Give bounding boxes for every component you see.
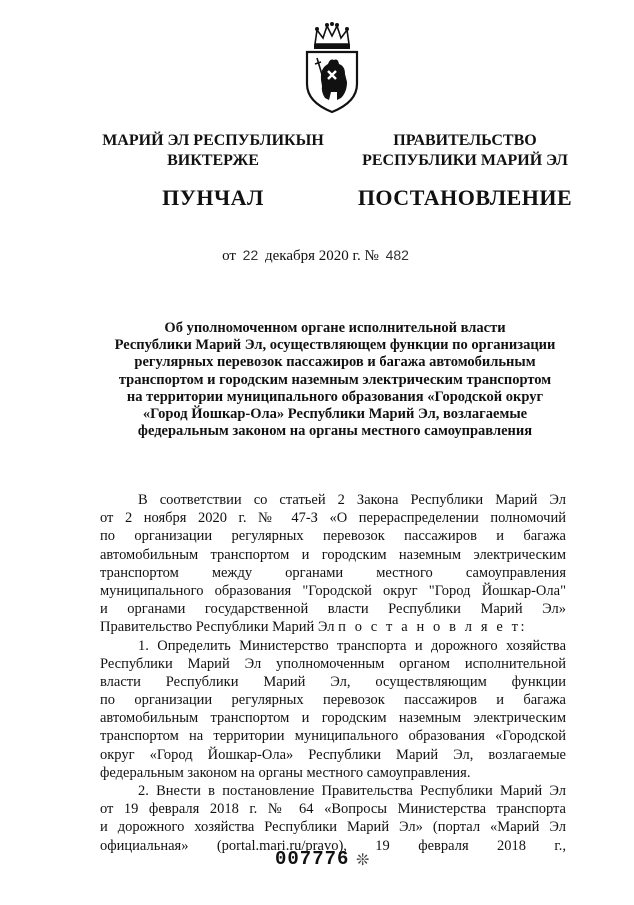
body-line: транспортом на территории муниципального образования «Городской: [100, 728, 566, 745]
title-line: на территории муниципального образования «Городской округ: [126, 388, 544, 405]
header-russian: [350, 131, 580, 213]
body-line: по организации регулярных перевозок пассажиров и багажа: [100, 692, 566, 709]
body-line: и органами государственной власти Республики Марий Эл»: [100, 601, 566, 618]
body-line: официальная» (portal.mari.ru/pravo), 19 февраля 2018 г.,: [100, 837, 566, 854]
header-mari-line2: ВИКТЕРЖЕ: [167, 152, 259, 169]
decree-verb: п о с т а н о в л я е т:: [338, 619, 528, 636]
body-line: от 19 февраля 2018 г. № 64 «Вопросы Министерства транспорта: [100, 801, 566, 818]
date-line: [0, 247, 634, 265]
title-line: регулярных перевозок пассажиров и багажа автомобильным: [134, 354, 536, 371]
decree-subject: Правительство Республики Марий Эл: [100, 619, 335, 636]
document-body: [100, 491, 566, 855]
title-line: Об уполномоченном органе исполнительной власти: [164, 320, 506, 336]
body-line: В соответствии со статьей 2 Закона Республики Марий Эл: [138, 492, 566, 508]
title-line: Республики Марий Эл, осуществляющем функции по организации: [114, 337, 556, 354]
mari-el-coat-of-arms-icon: [301, 22, 363, 114]
title-line: транспортом и городским наземным электрическим транспортом: [118, 371, 552, 388]
header-russian-line2: РЕСПУБЛИКИ МАРИЙ ЭЛ: [362, 152, 568, 169]
body-line: по организации регулярных перевозок пассажиров и багажа: [100, 528, 566, 545]
body-line: муниципального образования "Городской округ "Город Йошкар-Ола": [100, 582, 566, 599]
body-line: от 2 ноября 2020 г. № 47-З «О перераспределении полномочий: [100, 510, 566, 527]
date-prefix: от: [222, 248, 236, 264]
body-line: 1. Определить Министерство транспорта и дорожного хозяйства: [138, 637, 566, 654]
document-title: [95, 320, 575, 440]
body-line: власти Республики Марий Эл, осуществляющим функции: [100, 673, 566, 690]
body-line: автомобильным транспортом и городским наземным электрическим: [100, 710, 566, 727]
header-mari: [88, 131, 338, 213]
serial-number: 007776: [275, 848, 350, 870]
header-mari-line1: МАРИЙ ЭЛ РЕСПУБЛИКЫН: [102, 132, 324, 149]
body-line: Республики Марий Эл уполномоченным органом исполнительной: [100, 655, 566, 672]
body-line: федеральным законом на органы местного самоуправления.: [100, 764, 471, 781]
body-line: 2. Внести в постановление Правительства Республики Марий Эл: [138, 783, 566, 799]
header-russian-doc-type: ПОСТАНОВЛЕНИЕ: [357, 185, 573, 210]
title-line: федеральным законом на органы местного самоуправления: [137, 423, 533, 440]
header-mari-doc-type: ПУНЧАЛ: [162, 185, 264, 210]
serial-mark-icon: ❊: [356, 852, 370, 869]
body-line-decree: [100, 618, 566, 636]
body-line: и дорожного хозяйства Республики Марий Эл» (портал «Марий Эл: [100, 819, 566, 836]
date-month-year: декабря 2020 г. №: [265, 248, 379, 264]
header-russian-line1: ПРАВИТЕЛЬСТВО: [393, 132, 537, 149]
document-number: 482: [385, 247, 409, 263]
title-line: «Город Йошкар-Ола» Республики Марий Эл, возлагаемые: [142, 406, 528, 423]
body-line: транспортом между органами местного самоуправления: [100, 564, 566, 581]
body-line: автомобильным транспортом и городским наземным электрическим: [100, 546, 566, 563]
date-day: 22: [242, 247, 259, 263]
body-line: округ «Город Йошкар-Ола» Республики Марий Эл, возлагаемые: [100, 746, 566, 763]
